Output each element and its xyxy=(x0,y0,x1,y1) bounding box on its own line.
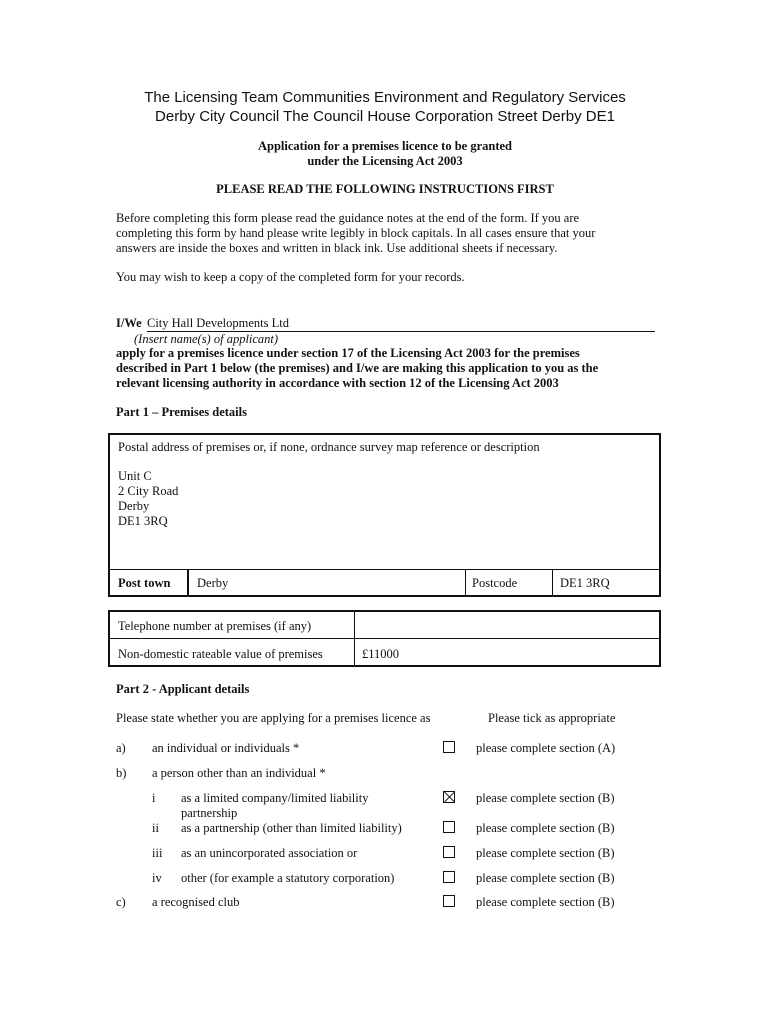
option-text: as an unincorporated association or xyxy=(181,846,358,860)
option-marker: iv xyxy=(152,871,162,885)
address-line: Derby xyxy=(118,499,150,513)
checkbox-unincorporated-association[interactable] xyxy=(443,846,455,858)
header-line-1: The Licensing Team Communities Environment and Regulatory Services xyxy=(144,89,626,106)
address-line: Unit C xyxy=(118,469,152,483)
telephone-label: Telephone number at premises (if any) xyxy=(118,619,312,633)
checkbox-partnership[interactable] xyxy=(443,821,455,833)
option-text: a person other than an individual * xyxy=(152,766,326,780)
address-field[interactable] xyxy=(118,469,178,529)
option-marker: ii xyxy=(152,821,159,835)
title-line-1: Application for a premises licence to be granted xyxy=(257,139,513,153)
option-text: as a limited company/limited liability xyxy=(181,791,369,805)
checkbox-other[interactable] xyxy=(443,871,455,883)
part2-heading: Part 2 - Applicant details xyxy=(116,682,250,696)
title-line-2: under the Licensing Act 2003 xyxy=(307,154,463,168)
option-marker: i xyxy=(152,791,156,805)
address-line: DE1 3RQ xyxy=(118,514,168,528)
checkbox-limited-company[interactable] xyxy=(443,791,455,803)
declaration-line-2: described in Part 1 below (the premises) and I/we are making this application to you as the xyxy=(116,361,599,375)
option-text: a recognised club xyxy=(152,895,240,909)
applicant-hint: (Insert name(s) of applicant) xyxy=(134,332,279,346)
premises-info-table xyxy=(108,610,661,667)
checkbox-recognised-club[interactable] xyxy=(443,895,455,907)
header-line-2: Derby City Council The Council House Corporation Street Derby DE1 xyxy=(155,108,615,125)
rateable-value-field[interactable]: £11000 xyxy=(362,647,400,661)
option-action: please complete section (A) xyxy=(476,741,616,755)
declaration-line-1: apply for a premises licence under section 17 of the Licensing Act 2003 for the premises xyxy=(116,346,580,360)
applicant-name: City Hall Developments Ltd xyxy=(147,316,289,330)
option-action: please complete section (B) xyxy=(476,821,615,835)
postcode-field[interactable]: DE1 3RQ xyxy=(560,576,610,590)
premises-address-box xyxy=(108,433,661,597)
option-marker: a) xyxy=(116,741,126,755)
option-text: an individual or individuals * xyxy=(152,741,300,755)
address-line: 2 City Road xyxy=(118,484,179,498)
option-action: please complete section (B) xyxy=(476,791,615,805)
post-town-field[interactable]: Derby xyxy=(197,576,229,590)
instructions-line-1: Before completing this form please read the guidance notes at the end of the form. If you are xyxy=(116,211,580,225)
copy-note: You may wish to keep a copy of the completed form for your records. xyxy=(116,270,465,284)
tick-header: Please tick as appropriate xyxy=(488,711,616,725)
option-marker: iii xyxy=(152,846,163,860)
option-text-continued: partnership xyxy=(181,806,238,820)
instructions-heading: PLEASE READ THE FOLLOWING INSTRUCTIONS FIRST xyxy=(216,182,554,196)
address-label: Postal address of premises or, if none, ordnance survey map reference or description xyxy=(118,440,540,454)
rateable-label: Non-domestic rateable value of premises xyxy=(118,647,323,661)
option-action: please complete section (B) xyxy=(476,871,615,885)
telephone-field[interactable] xyxy=(362,619,652,633)
instructions-line-3: answers are inside the boxes and written in black ink. Use additional sheets if necessary. xyxy=(116,241,558,255)
post-town-label: Post town xyxy=(118,576,171,590)
applicant-prefix: I/We xyxy=(116,316,142,330)
instructions-line-2: completing this form by hand please write legibly in block capitals. In all cases ensure that your xyxy=(116,226,596,240)
option-action: please complete section (B) xyxy=(476,895,615,909)
checkbox-individual[interactable] xyxy=(443,741,455,753)
option-action: please complete section (B) xyxy=(476,846,615,860)
option-marker: b) xyxy=(116,766,127,780)
part2-question: Please state whether you are applying for a premises licence as xyxy=(116,711,431,725)
declaration-line-3: relevant licensing authority in accordance with section 12 of the Licensing Act 2003 xyxy=(116,376,559,390)
option-text: as a partnership (other than limited liability) xyxy=(181,821,402,835)
option-marker: c) xyxy=(116,895,126,909)
postcode-label: Postcode xyxy=(472,576,518,590)
part1-heading: Part 1 – Premises details xyxy=(116,405,247,419)
applicant-name-field[interactable] xyxy=(147,316,655,332)
option-text: other (for example a statutory corporation) xyxy=(181,871,395,885)
